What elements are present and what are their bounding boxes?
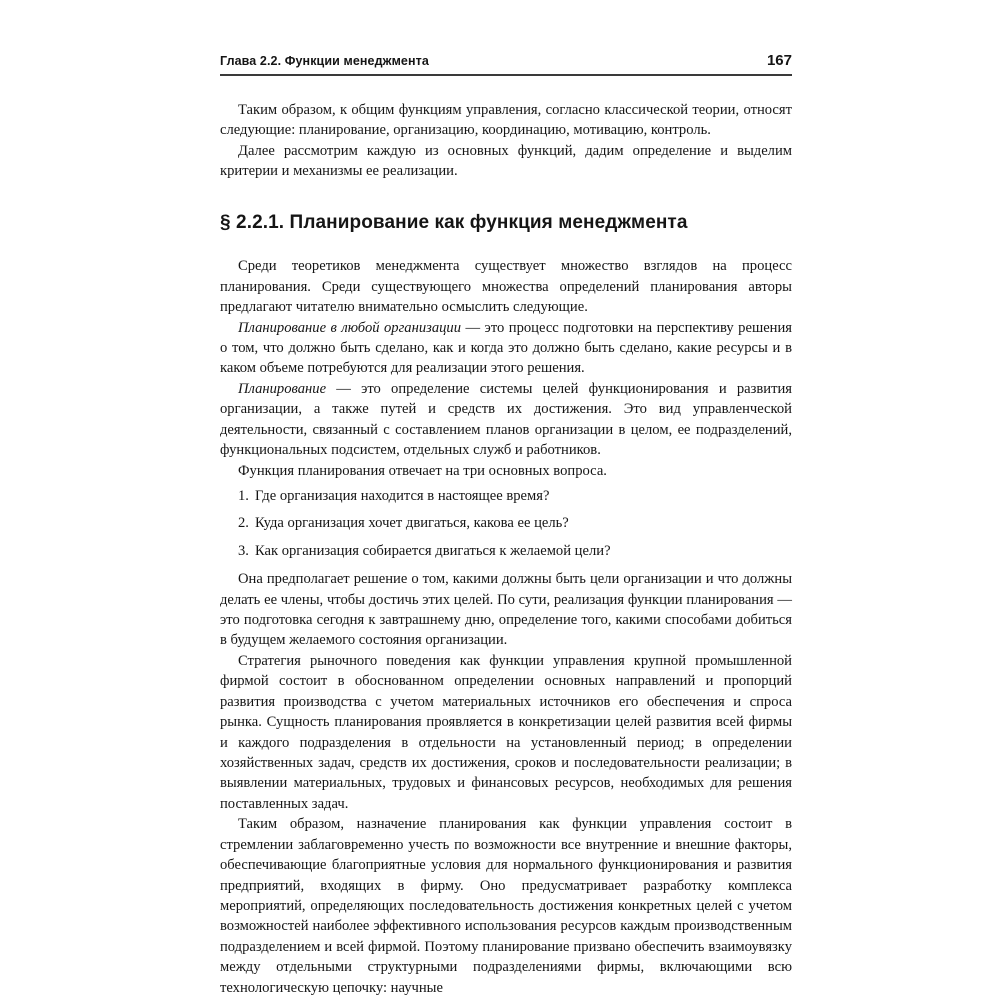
list-item-number: 3. <box>238 542 249 559</box>
paragraph-section-5: Она предполагает решение о том, какими должны быть цели организации и что должны делать ее члены, чтобы достичь этих целей. По сути, реализация функции планирования — это подготовка сегодня к завтрашнему дню, определение того, какими способами добиться в будущем желаемого состояния организации. <box>220 571 792 649</box>
list-item-text: Где организация находится в настоящее время? <box>254 487 550 504</box>
paragraph-section-7: Таким образом, назначение планирования как функции управления состоит в стремлении заблаговременно учесть по возможности все внутренние и внешние факторы, обеспечивающие благоприятные условия для нормального функционирования и развития предприятий, входящих в фирму. Оно предусматривает разработку комплекса мероприятий, определяющих последовательность достижения конкретных целей с учетом возможностей наиболее эффективного использования ресурсов каждым производственным подразделением и всей фирмой. Поэтому планирование призвано обеспечить взаимоувязку между отдельными структурными подразделениями фирмы, включающими всю технологическую цепочку: научные <box>220 816 792 996</box>
questions-list <box>220 486 792 561</box>
definition-term: Планирование <box>238 380 327 397</box>
list-item <box>220 541 792 561</box>
list-item <box>220 486 792 506</box>
list-item-text: Как организация собирается двигаться к желаемой цели? <box>254 542 611 559</box>
paragraph-definition-2 <box>220 379 792 461</box>
paragraph-definition-1 <box>220 318 792 379</box>
paragraph-section-6: Стратегия рыночного поведения как функции управления крупной промышленной фирмой состоит в обоснованном определении основных направлений и пропорций развития производства с учетом материальных источников его обеспечения и спроса рынка. Сущность планирования проявляется в конкретизации целей развития всей фирмы и каждого подразделения в отдельности на установленный период; в определении хозяйственных задач, средств их достижения, сроков и последовательности реализации; в выявлении материальных, трудовых и финансовых ресурсов, необходимых для решения поставленных задач. <box>220 652 792 812</box>
list-item <box>220 513 792 533</box>
page-number: 167 <box>766 52 792 69</box>
running-title: Глава 2.2. Функции менеджмента <box>220 54 429 68</box>
page-body <box>220 100 792 998</box>
paragraph-section-1: Среди теоретиков менеджмента существует множество взглядов на процесс планирования. Среди существующего множества определений планирования авторы предлагают читателю внимательно осмыслить следующие. <box>220 258 792 316</box>
definition-term: Планирование в любой организации <box>238 319 462 336</box>
list-item-number: 1. <box>238 487 249 504</box>
list-item-number: 2. <box>238 515 249 532</box>
list-item-text: Куда организация хочет двигаться, какова ее цель? <box>254 515 569 532</box>
paragraph-intro-2: Далее рассмотрим каждую из основных функций, дадим определение и выделим критерии и механизмы ее реализации. <box>220 142 792 180</box>
page-header <box>220 52 792 76</box>
definition-text: — это процесс подготовки на перспективу решения о том, что должно быть сделано, как и когда это должно быть сделано, какие ресурсы и в каком объеме потребуются для реализации этого решения. <box>220 319 792 377</box>
paragraph-questions-intro: Функция планирования отвечает на три основных вопроса. <box>238 462 607 479</box>
section-heading: § 2.2.1. Планирование как функция менеджмента <box>220 211 688 233</box>
paragraph-intro-1: Таким образом, к общим функциям управления, согласно классической теории, относят следующие: планирование, организацию, координацию, мотивацию, контроль. <box>220 102 792 139</box>
page-content <box>220 52 792 998</box>
definition-text: — это определение системы целей функционирования и развития организации, а также путей и средств их достижения. Это вид управленческой деятельности, связанный с составлением планов организации в целом, ее подразделений, функциональных подсистем, отдельных служб и работников. <box>220 380 792 459</box>
